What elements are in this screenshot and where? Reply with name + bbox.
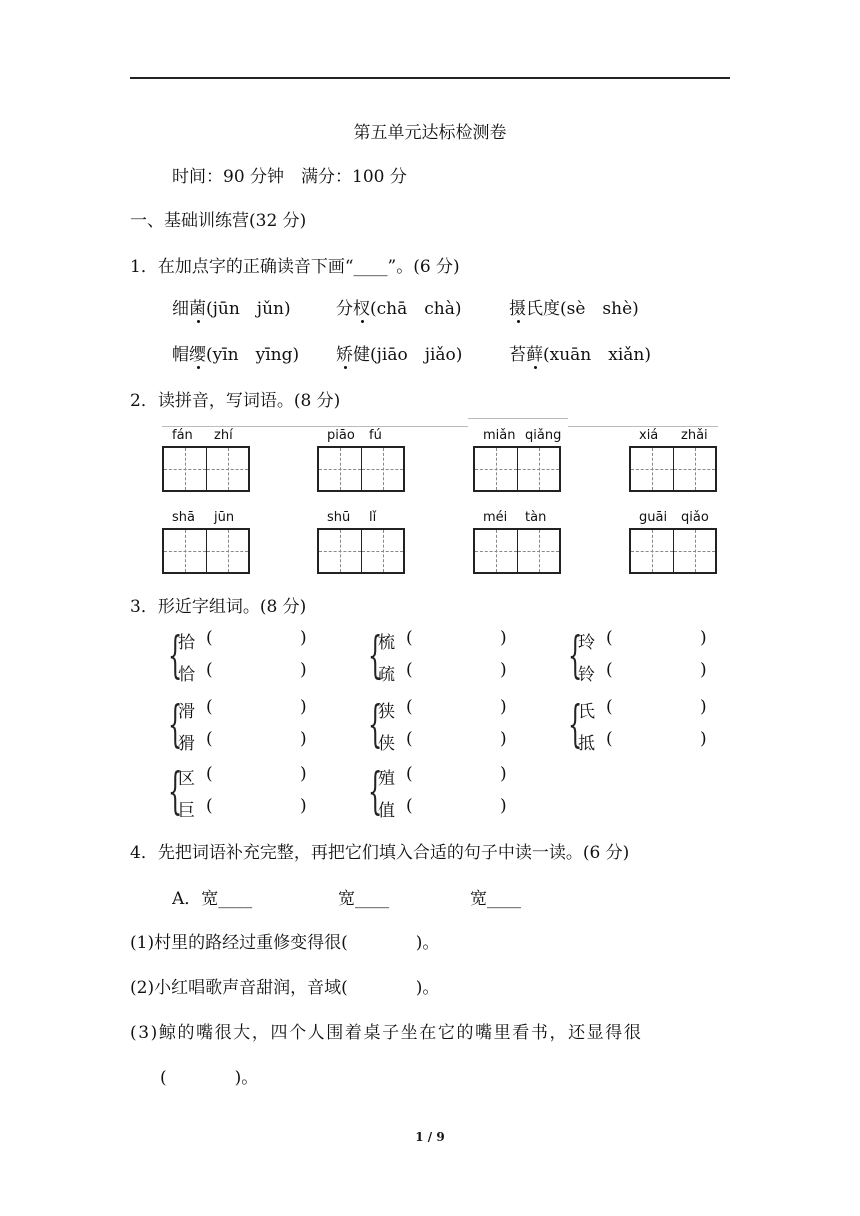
paren-close: ) bbox=[700, 729, 707, 749]
q1-prompt: 1．在加点字的正确读音下画“____”。(6 分) bbox=[130, 257, 460, 277]
q4-a2: 宽____ bbox=[338, 889, 389, 909]
q4-sentence-1: (1)村里的路经过重修变得很( )。 bbox=[130, 933, 440, 953]
divider bbox=[468, 418, 568, 419]
pinyin-1: méi bbox=[483, 510, 508, 525]
pair-char-top: 滑 bbox=[178, 702, 195, 722]
pinyin-2: qiǎng bbox=[525, 428, 562, 443]
reading-item bbox=[336, 340, 462, 365]
reading-options: (xuān xiǎn) bbox=[543, 345, 651, 365]
paren-close: ) bbox=[500, 660, 507, 680]
pair-char-bottom: 值 bbox=[378, 801, 395, 821]
pair-char-bottom: 巨 bbox=[178, 801, 195, 821]
exam-meta: 时间：90 分钟 满分：100 分 bbox=[172, 167, 407, 187]
q4-prompt: 4．先把词语补充完整，再把它们填入合适的句子中读一读。(6 分) bbox=[130, 843, 630, 863]
pinyin-2: tàn bbox=[525, 510, 547, 525]
pinyin-1: guāi bbox=[639, 510, 668, 525]
paren-open: ( bbox=[406, 697, 413, 717]
q2-prompt: 2．读拼音，写词语。(8 分) bbox=[130, 391, 341, 411]
reading-options: (chā chà) bbox=[370, 299, 462, 319]
paren-open: ( bbox=[206, 660, 213, 680]
paren-close: ) bbox=[300, 660, 307, 680]
writing-grid[interactable] bbox=[317, 446, 405, 492]
paren-close: ) bbox=[500, 628, 507, 648]
pair-char-top: 殖 bbox=[378, 769, 395, 789]
grid-cell[interactable] bbox=[631, 530, 673, 572]
brace: { bbox=[568, 695, 583, 753]
reading-item bbox=[509, 294, 639, 319]
item-suffix: 氏度 bbox=[526, 299, 560, 319]
reading-item bbox=[172, 340, 299, 365]
writing-grid[interactable] bbox=[473, 528, 561, 574]
pair-char-top: 玲 bbox=[578, 633, 595, 653]
paren-close: ) bbox=[300, 764, 307, 784]
grid-cell[interactable] bbox=[673, 530, 715, 572]
pinyin-1: miǎn bbox=[483, 428, 516, 443]
brace: { bbox=[168, 762, 183, 820]
writing-grid[interactable] bbox=[317, 528, 405, 574]
brace: { bbox=[168, 626, 183, 684]
paren-open: ( bbox=[206, 697, 213, 717]
reading-options: (sè shè) bbox=[560, 299, 639, 319]
header-rule bbox=[130, 77, 730, 79]
dotted-char: 矫 bbox=[336, 345, 353, 365]
pair-char-top: 区 bbox=[178, 769, 195, 789]
grid-cell[interactable] bbox=[475, 530, 517, 572]
paren-close: ) bbox=[300, 729, 307, 749]
pair-char-bottom: 疏 bbox=[378, 665, 395, 685]
grid-cell[interactable] bbox=[673, 448, 715, 490]
dotted-char: 菌 bbox=[189, 299, 206, 319]
paren-open: ( bbox=[606, 628, 613, 648]
paren-open: ( bbox=[206, 628, 213, 648]
pair-char-top: 氏 bbox=[578, 702, 595, 722]
reading-item bbox=[509, 340, 651, 365]
pinyin-2: fú bbox=[369, 428, 382, 443]
pair-char-top: 狭 bbox=[378, 702, 395, 722]
brace: { bbox=[568, 626, 583, 684]
pair-char-bottom: 猾 bbox=[178, 734, 195, 754]
reading-item bbox=[172, 294, 291, 319]
paren-open: ( bbox=[606, 660, 613, 680]
brace: { bbox=[368, 626, 383, 684]
grid-cell[interactable] bbox=[631, 448, 673, 490]
pinyin-1: shā bbox=[172, 510, 195, 525]
grid-cell[interactable] bbox=[164, 448, 206, 490]
dotted-char: 摄 bbox=[509, 299, 526, 319]
grid-cell[interactable] bbox=[517, 448, 559, 490]
reading-item bbox=[336, 294, 461, 319]
dotted-char: 杈 bbox=[353, 299, 370, 319]
paren-close: ) bbox=[300, 697, 307, 717]
pair-char-top: 拾 bbox=[178, 633, 195, 653]
page-title: 第五单元达标检测卷 bbox=[353, 123, 507, 143]
paren-open: ( bbox=[606, 729, 613, 749]
item-prefix: 苔 bbox=[509, 345, 526, 365]
pair-char-bottom: 抵 bbox=[578, 734, 595, 754]
reading-options: (jiāo jiǎo) bbox=[370, 345, 463, 365]
pinyin-2: qiǎo bbox=[681, 510, 709, 525]
paren-open: ( bbox=[206, 796, 213, 816]
grid-cell[interactable] bbox=[361, 448, 403, 490]
item-suffix: 健 bbox=[353, 345, 370, 365]
grid-cell[interactable] bbox=[361, 530, 403, 572]
pair-char-bottom: 铃 bbox=[578, 665, 595, 685]
pinyin-2: zhí bbox=[214, 428, 233, 443]
pinyin-2: jūn bbox=[214, 510, 235, 525]
q3-prompt: 3．形近字组词。(8 分) bbox=[130, 597, 307, 617]
dotted-char: 藓 bbox=[526, 345, 543, 365]
writing-grid[interactable] bbox=[162, 528, 250, 574]
grid-cell[interactable] bbox=[206, 448, 248, 490]
item-prefix: 分 bbox=[336, 299, 353, 319]
grid-cell[interactable] bbox=[319, 448, 361, 490]
grid-cell[interactable] bbox=[517, 530, 559, 572]
pair-char-top: 梳 bbox=[378, 633, 395, 653]
dotted-char: 缨 bbox=[189, 345, 206, 365]
item-prefix: 细 bbox=[172, 299, 189, 319]
divider bbox=[568, 426, 718, 427]
writing-grid[interactable] bbox=[629, 528, 717, 574]
grid-cell[interactable] bbox=[319, 530, 361, 572]
section-heading: 一、基础训练营(32 分) bbox=[130, 211, 307, 231]
paren-close: ) bbox=[700, 628, 707, 648]
paren-open: ( bbox=[606, 697, 613, 717]
paren-open: ( bbox=[406, 660, 413, 680]
pinyin-1: xiá bbox=[639, 428, 659, 443]
paren-close: ) bbox=[700, 660, 707, 680]
writing-grid[interactable] bbox=[629, 446, 717, 492]
paren-open: ( bbox=[206, 764, 213, 784]
reading-options: (yīn yīng) bbox=[206, 345, 300, 365]
pair-char-bottom: 侠 bbox=[378, 734, 395, 754]
paren-close: ) bbox=[500, 764, 507, 784]
paren-close: ) bbox=[500, 796, 507, 816]
paren-close: ) bbox=[500, 729, 507, 749]
paren-open: ( bbox=[406, 764, 413, 784]
pinyin-2: lǐ bbox=[369, 510, 377, 525]
paren-close: ) bbox=[300, 628, 307, 648]
writing-grid[interactable] bbox=[473, 446, 561, 492]
paren-close: ) bbox=[500, 697, 507, 717]
divider bbox=[162, 426, 468, 427]
brace: { bbox=[168, 695, 183, 753]
pinyin-1: fán bbox=[172, 428, 193, 443]
q4-a3: 宽____ bbox=[470, 889, 521, 909]
grid-cell[interactable] bbox=[475, 448, 517, 490]
q4-sentence-3-cont: ( )。 bbox=[160, 1068, 259, 1088]
grid-cell[interactable] bbox=[164, 530, 206, 572]
pinyin-2: zhǎi bbox=[681, 428, 708, 443]
grid-cell[interactable] bbox=[206, 530, 248, 572]
page-number: 1 / 9 bbox=[415, 1130, 445, 1144]
q4-a1: A．宽____ bbox=[172, 889, 253, 909]
paren-open: ( bbox=[206, 729, 213, 749]
paren-close: ) bbox=[700, 697, 707, 717]
paren-close: ) bbox=[300, 796, 307, 816]
paren-open: ( bbox=[406, 729, 413, 749]
reading-options: (jūn jǔn) bbox=[206, 299, 291, 319]
item-prefix: 帽 bbox=[172, 345, 189, 365]
q4-sentence-3: (3)鲸的嘴很大，四个人围着桌子坐在它的嘴里看书，还显得很 bbox=[130, 1023, 643, 1043]
pinyin-1: piāo bbox=[327, 428, 355, 443]
brace: { bbox=[368, 762, 383, 820]
pair-char-bottom: 恰 bbox=[178, 665, 195, 685]
q4-sentence-2: (2)小红唱歌声音甜润，音域( )。 bbox=[130, 978, 440, 998]
brace: { bbox=[368, 695, 383, 753]
paren-open: ( bbox=[406, 628, 413, 648]
pinyin-1: shū bbox=[327, 510, 351, 525]
writing-grid[interactable] bbox=[162, 446, 250, 492]
paren-open: ( bbox=[406, 796, 413, 816]
